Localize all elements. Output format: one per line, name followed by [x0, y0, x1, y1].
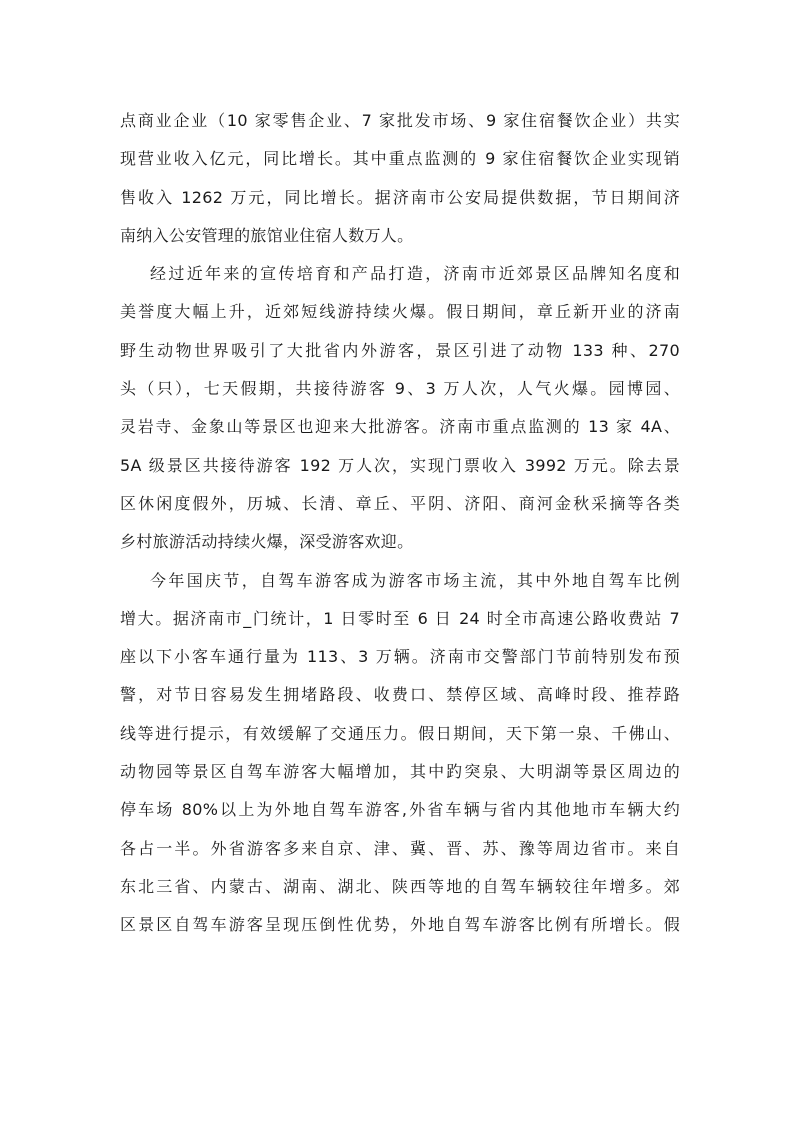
body-text: [120, 102, 680, 945]
text-line: 点商业企业（10 家零售企业、7 家批发市场、9 家住宿餐饮企业）共实: [120, 111, 680, 130]
text-line: 灵岩寺、金象山等景区也迎来大批游客。济南市重点监测的 13 家 4A、: [120, 417, 680, 437]
paragraph-first-line: 经过近年来的宣传培育和产品打造，济南市近郊景区品牌知名度和: [150, 264, 680, 284]
text-line: 线等进行提示，有效缓解了交通压力。假日期间，天下第一泉、千佛山、: [120, 723, 680, 743]
text-line: 增大。据济南市_门统计，1 日零时至 6 日 24 时全市高速公路收费站 7: [120, 608, 680, 628]
text-line: 5A 级景区共接待游客 192 万人次，实现门票收入 3992 万元。除去景: [120, 455, 680, 475]
paragraph-first-line: 今年国庆节，自驾车游客成为游客市场主流，其中外地自驾车比例: [150, 570, 680, 590]
text-line: 野生动物世界吸引了大批省内外游客，景区引进了动物 133 种、270: [120, 340, 680, 360]
paragraph-last-line: 乡村旅游活动持续火爆，深受游客欢迎。: [120, 532, 414, 552]
text-line: 东北三省、内蒙古、湖南、湖北、陕西等地的自驾车辆较往年增多。郊: [120, 876, 680, 896]
text-line: 停车场 80%以上为外地自驾车游客,外省车辆与省内其他地市车辆大约: [120, 800, 680, 820]
text-line: 动物园等景区自驾车游客大幅增加，其中趵突泉、大明湖等景区周边的: [120, 762, 680, 782]
text-line: 现营业收入亿元，同比增长。其中重点监测的 9 家住宿餐饮企业实现销: [120, 149, 680, 169]
text-line: 座以下小客车通行量为 113、3 万辆。济南市交警部门节前特别发布预: [120, 647, 680, 667]
text-line: 美誉度大幅上升，近郊短线游持续火爆。假日期间，章丘新开业的济南: [120, 302, 680, 322]
paragraph-last-line: 南纳入公安管理的旅馆业住宿人数万人。: [120, 225, 414, 245]
text-line: 各占一半。外省游客多来自京、津、冀、晋、苏、豫等周边省市。来自: [120, 838, 680, 858]
text-line: 头（只），七天假期，共接待游客 9、3 万人次，人气火爆。园博园、: [120, 379, 680, 399]
text-line: 售收入 1262 万元，同比增长。据济南市公安局提供数据，节日期间济: [120, 187, 680, 207]
text-line: 区景区自驾车游客呈现压倒性优势，外地自驾车游客比例有所增长。假: [120, 915, 680, 935]
text-line: 区休闲度假外，历城、长清、章丘、平阴、济阳、商河金秋采摘等各类: [120, 493, 680, 513]
text-line: 警，对节日容易发生拥堵路段、收费口、禁停区域、高峰时段、推荐路: [120, 685, 680, 705]
